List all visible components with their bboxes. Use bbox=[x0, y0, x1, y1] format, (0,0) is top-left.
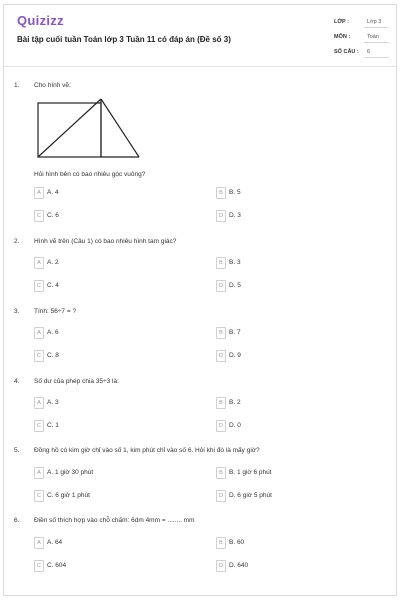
option-text: B. 7 bbox=[229, 329, 241, 336]
meta-question-count-line bbox=[364, 57, 389, 58]
option-text: D. 5 bbox=[229, 282, 241, 289]
meta-question-count-label: SỐ CÂU : bbox=[334, 49, 359, 55]
option-text: A. 6 bbox=[47, 329, 59, 336]
question-4-text: Số dư của phép chia 35÷3 là: bbox=[34, 378, 119, 385]
meta-subject-label: MÔN : bbox=[334, 34, 351, 40]
option-text: B. 2 bbox=[229, 399, 241, 406]
option-text: D. 9 bbox=[229, 352, 241, 359]
meta-question-count bbox=[334, 46, 389, 58]
question-4-number: 4. bbox=[14, 378, 20, 385]
option-text: B. 3 bbox=[229, 259, 241, 266]
question-2-text: Hình vẽ trên (Câu 1) có bao nhiêu hình tam giác? bbox=[34, 238, 177, 245]
meta-subject-line bbox=[364, 42, 389, 43]
option-text: A. 3 bbox=[47, 399, 59, 406]
meta-question-count-value: 6 bbox=[367, 49, 371, 55]
figure-diagonal bbox=[38, 99, 101, 157]
option-text: D. 0 bbox=[229, 422, 241, 429]
option-text: A. 1 giờ 30 phút bbox=[47, 469, 94, 476]
question-6-number: 6. bbox=[14, 517, 20, 524]
option-text: A. 2 bbox=[47, 259, 59, 266]
option-text: B. 60 bbox=[229, 539, 245, 546]
option-letter: A bbox=[34, 257, 44, 269]
option-letter: B bbox=[216, 467, 226, 479]
option-text: D. 6 giờ 5 phút bbox=[229, 492, 272, 499]
option-text: C. 6 giờ 1 phút bbox=[47, 492, 90, 499]
option-letter: D bbox=[216, 560, 226, 572]
option-letter: B bbox=[216, 397, 226, 409]
option-text: B. 1 giờ 6 phút bbox=[229, 469, 272, 476]
option-letter: C bbox=[34, 420, 44, 432]
option-text: D. 3 bbox=[229, 212, 241, 219]
option-letter: A bbox=[34, 467, 44, 479]
question-1-text: Cho hình vẽ: bbox=[34, 82, 71, 89]
meta-class-line bbox=[364, 27, 389, 28]
option-text: C. 4 bbox=[47, 282, 59, 289]
question-3-number: 3. bbox=[14, 308, 20, 315]
meta-class-value: Lớp 3 bbox=[367, 19, 382, 25]
option-letter: D bbox=[216, 350, 226, 362]
question-1-number: 1. bbox=[14, 82, 20, 89]
option-letter: C bbox=[34, 560, 44, 572]
option-letter: B bbox=[216, 327, 226, 339]
option-letter: C bbox=[34, 210, 44, 222]
worksheet-title: Bài tập cuối tuần Toán lớp 3 Tuần 11 có đáp án (Đề số 3) bbox=[17, 35, 231, 44]
question-1-prompt: Hỏi hình bên có bao nhiêu góc vuông? bbox=[34, 171, 146, 178]
question-5-text: Đồng hồ có kim giờ chỉ vào số 1, kim phút chỉ vào số 6. Hỏi khi đó là mấy giờ? bbox=[34, 447, 260, 454]
option-text: C. 6 bbox=[47, 212, 59, 219]
option-text: D. 640 bbox=[229, 562, 249, 569]
option-letter: D bbox=[216, 420, 226, 432]
figure-slant-side bbox=[101, 99, 139, 157]
meta-class bbox=[334, 16, 389, 28]
option-letter: B bbox=[216, 187, 226, 199]
option-text: B. 5 bbox=[229, 189, 241, 196]
option-letter: C bbox=[34, 350, 44, 362]
worksheet-header bbox=[4, 5, 396, 67]
option-text: C. 604 bbox=[47, 562, 67, 569]
worksheet-page bbox=[3, 4, 397, 596]
option-letter: A bbox=[34, 537, 44, 549]
meta-subject bbox=[334, 31, 389, 43]
quizizz-logo: Quizizz bbox=[17, 13, 64, 28]
option-letter: D bbox=[216, 210, 226, 222]
option-letter: A bbox=[34, 397, 44, 409]
question-1-figure bbox=[37, 98, 141, 161]
option-text: C. 1 bbox=[47, 422, 59, 429]
option-letter: A bbox=[34, 187, 44, 199]
meta-subject-value: Toán bbox=[367, 34, 379, 40]
option-text: C. 8 bbox=[47, 352, 59, 359]
meta-class-label: LỚP : bbox=[334, 19, 349, 25]
option-letter: A bbox=[34, 327, 44, 339]
option-letter: C bbox=[34, 280, 44, 292]
question-3-text: Tính: 56÷7 = ? bbox=[34, 308, 77, 315]
option-letter: B bbox=[216, 257, 226, 269]
option-text: A. 4 bbox=[47, 189, 59, 196]
question-6-text: Điền số thích hợp vào chỗ chấm: 6dm 4mm = ........ mm bbox=[34, 517, 195, 524]
option-letter: D bbox=[216, 280, 226, 292]
question-5-number: 5. bbox=[14, 447, 20, 454]
option-letter: D bbox=[216, 490, 226, 502]
option-text: A. 64 bbox=[47, 539, 63, 546]
question-2-number: 2. bbox=[14, 238, 20, 245]
option-letter: B bbox=[216, 537, 226, 549]
option-letter: C bbox=[34, 490, 44, 502]
